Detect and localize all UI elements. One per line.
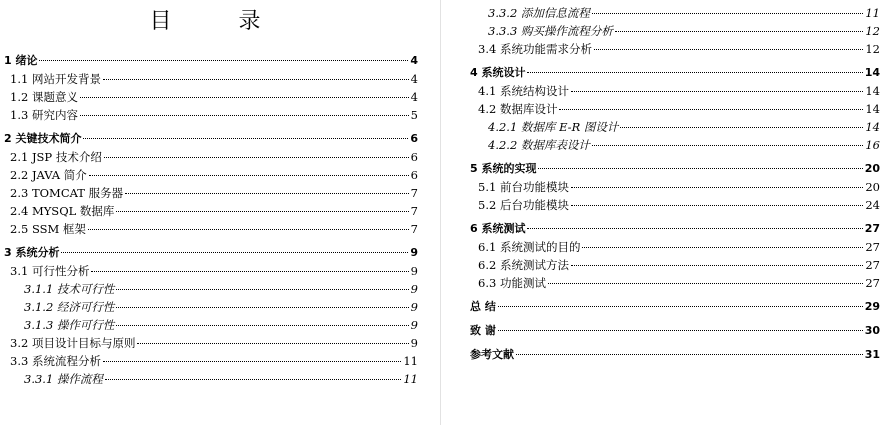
toc-entry-label: 6.2 系统测试方法 [478, 258, 569, 272]
toc-entry[interactable] [4, 220, 418, 238]
toc-entry[interactable] [4, 298, 418, 316]
toc-entry-page: 27 [865, 240, 880, 254]
toc-entry-label: 4.1 系统结构设计 [478, 84, 569, 98]
toc-entry[interactable] [470, 40, 880, 58]
dot-leader [498, 306, 863, 307]
toc-entry-label: 2 关键技术简介 [4, 132, 82, 145]
toc-entry-page: 27 [865, 258, 880, 272]
toc-entry[interactable] [470, 196, 880, 214]
toc-entry[interactable] [4, 184, 418, 202]
toc-entry-page: 7 [410, 222, 418, 236]
toc-entry[interactable] [4, 130, 418, 148]
toc-entry[interactable] [470, 220, 880, 238]
toc-entry-page: 14 [865, 102, 880, 116]
dot-leader [105, 379, 401, 380]
toc-entry-label: 2.1 JSP 技术介绍 [10, 150, 102, 164]
toc-entry[interactable] [470, 64, 880, 82]
dot-leader [615, 31, 863, 32]
toc-entry[interactable] [470, 298, 880, 316]
toc-entry[interactable] [470, 178, 880, 196]
dot-leader [571, 265, 863, 266]
toc-entry[interactable] [4, 106, 418, 124]
toc-entry[interactable] [4, 52, 418, 70]
dot-leader [527, 228, 862, 229]
toc-entry[interactable] [470, 82, 880, 100]
toc-entry-page: 12 [865, 42, 880, 56]
toc-entry-label: 4.2.2 数据库表设计 [488, 138, 590, 152]
toc-entry-label: 1.3 研究内容 [10, 108, 78, 122]
toc-entry-page: 16 [865, 138, 880, 152]
dot-leader [594, 49, 863, 50]
dot-leader [80, 115, 409, 116]
toc-entry-label: 6.3 功能测试 [478, 276, 546, 290]
toc-entry-label: 3.3.2 添加信息流程 [488, 6, 590, 20]
toc-entry-label: 3.1.1 技术可行性 [24, 282, 115, 296]
dot-leader [88, 229, 409, 230]
dot-leader [571, 187, 863, 188]
toc-entry[interactable] [4, 352, 418, 370]
toc-entry-label: 6.1 系统测试的目的 [478, 240, 581, 254]
dot-leader [498, 330, 863, 331]
toc-entry-page: 12 [865, 24, 880, 38]
toc-entry[interactable] [4, 280, 418, 298]
toc-entry-label: 2.2 JAVA 简介 [10, 168, 87, 182]
toc-entry-page: 9 [410, 264, 418, 278]
toc-entry-page: 24 [865, 198, 880, 212]
toc-entry[interactable] [470, 346, 880, 364]
toc-entry[interactable] [4, 316, 418, 334]
toc-entry-page: 6 [410, 168, 418, 182]
toc-entry-page: 11 [403, 372, 418, 386]
toc-entry-label: 致 谢 [470, 324, 496, 337]
toc-entry-page: 9 [410, 318, 418, 332]
toc-entry[interactable] [4, 244, 418, 262]
toc-entry-page: 7 [410, 204, 418, 218]
toc-entry-label: 2.3 TOMCAT 服务器 [10, 186, 124, 200]
dot-leader [116, 307, 408, 308]
dot-leader [103, 79, 409, 80]
toc-entry-page: 4 [410, 72, 418, 86]
toc-entry-label: 总 结 [470, 300, 496, 313]
toc-entry-label: 3.3.1 操作流程 [24, 372, 103, 386]
dot-leader [89, 175, 409, 176]
toc-entry-page: 27 [864, 222, 880, 235]
toc-entry-page: 6 [410, 132, 418, 145]
toc-entry[interactable] [470, 118, 880, 136]
toc-entry-label: 3.1.3 操作可行性 [24, 318, 115, 332]
toc-entry[interactable] [470, 160, 880, 178]
dot-leader [104, 157, 409, 158]
toc-entry[interactable] [470, 136, 880, 154]
dot-leader [91, 271, 408, 272]
toc-entry[interactable] [470, 274, 880, 292]
toc-entry-page: 27 [865, 276, 880, 290]
toc-entry-label: 2.5 SSM 框架 [10, 222, 86, 236]
toc-entry-label: 3.2 项目设计目标与原则 [10, 336, 136, 350]
toc-entry-page: 9 [410, 300, 418, 314]
toc-entry-label: 4 系统设计 [470, 66, 526, 79]
toc-left-column [4, 52, 418, 388]
toc-entry-label: 3.1.2 经济可行性 [24, 300, 115, 314]
toc-entry-page: 20 [865, 180, 880, 194]
toc-entry-label: 6 系统测试 [470, 222, 526, 235]
column-divider [440, 0, 441, 425]
toc-entry-label: 1.2 课题意义 [10, 90, 78, 104]
toc-entry[interactable] [4, 262, 418, 280]
toc-entry-page: 20 [864, 162, 880, 175]
toc-entry-label: 5.1 前台功能模块 [478, 180, 569, 194]
toc-entry-page: 6 [410, 150, 418, 164]
toc-entry-page: 5 [410, 108, 418, 122]
dot-leader [80, 97, 409, 98]
page-title: 目 录 [149, 9, 291, 34]
toc-entry[interactable] [4, 70, 418, 88]
dot-leader [527, 72, 862, 73]
toc-entry-page: 9 [410, 336, 418, 350]
toc-entry[interactable] [4, 88, 418, 106]
toc-entry-page: 9 [410, 282, 418, 296]
toc-entry[interactable] [4, 370, 418, 388]
dot-leader [620, 127, 863, 128]
toc-entry[interactable] [470, 256, 880, 274]
toc-entry-page: 14 [865, 84, 880, 98]
toc-entry-label: 4.2 数据库设计 [478, 102, 558, 116]
dot-leader [592, 145, 863, 146]
toc-entry-page: 4 [410, 90, 418, 104]
toc-entry[interactable] [470, 22, 880, 40]
toc-right-column [470, 4, 880, 364]
dot-leader [137, 343, 408, 344]
toc-entry[interactable] [4, 166, 418, 184]
toc-entry-label: 3.1 可行性分析 [10, 264, 90, 278]
toc-entry-label: 1 绪论 [4, 54, 38, 67]
dot-leader [125, 193, 409, 194]
toc-entry-page: 14 [864, 66, 880, 79]
toc-entry[interactable] [4, 202, 418, 220]
dot-leader [61, 252, 408, 253]
toc-entry-label: 2.4 MYSQL 数据库 [10, 204, 115, 218]
dot-leader [538, 168, 862, 169]
dot-leader [83, 138, 408, 139]
dot-leader [571, 91, 863, 92]
toc-entry-page: 4 [410, 54, 418, 67]
toc-entry-label: 参考文献 [470, 348, 514, 361]
toc-entry-page: 11 [865, 6, 880, 20]
toc-entry-label: 3.3 系统流程分析 [10, 354, 101, 368]
dot-leader [516, 354, 863, 355]
toc-entry-page: 9 [410, 246, 418, 259]
toc-entry[interactable] [470, 100, 880, 118]
toc-entry[interactable] [4, 334, 418, 352]
toc-entry-label: 4.2.1 数据库 E-R 图设计 [488, 120, 619, 134]
toc-entry-label: 3.3.3 购买操作流程分析 [488, 24, 613, 38]
toc-entry[interactable] [470, 238, 880, 256]
toc-entry[interactable] [470, 4, 880, 22]
dot-leader [116, 211, 408, 212]
dot-leader [548, 283, 863, 284]
dot-leader [116, 325, 408, 326]
dot-leader [592, 13, 863, 14]
toc-entry[interactable] [470, 322, 880, 340]
toc-entry-page: 14 [865, 120, 880, 134]
toc-entry-label: 5.2 后台功能模块 [478, 198, 569, 212]
toc-entry-label: 3.4 系统功能需求分析 [478, 42, 592, 56]
toc-entry-page: 31 [864, 348, 880, 361]
dot-leader [582, 247, 863, 248]
toc-entry-page: 30 [864, 324, 880, 337]
toc-entry-label: 5 系统的实现 [470, 162, 537, 175]
dot-leader [103, 361, 401, 362]
dot-leader [116, 289, 408, 290]
toc-entry-page: 7 [410, 186, 418, 200]
dot-leader [39, 60, 408, 61]
toc-entry-label: 1.1 网站开发背景 [10, 72, 101, 86]
dot-leader [571, 205, 863, 206]
toc-entry-page: 11 [403, 354, 418, 368]
toc-entry[interactable] [4, 148, 418, 166]
dot-leader [559, 109, 863, 110]
toc-entry-label: 3 系统分析 [4, 246, 60, 259]
toc-entry-page: 29 [864, 300, 880, 313]
